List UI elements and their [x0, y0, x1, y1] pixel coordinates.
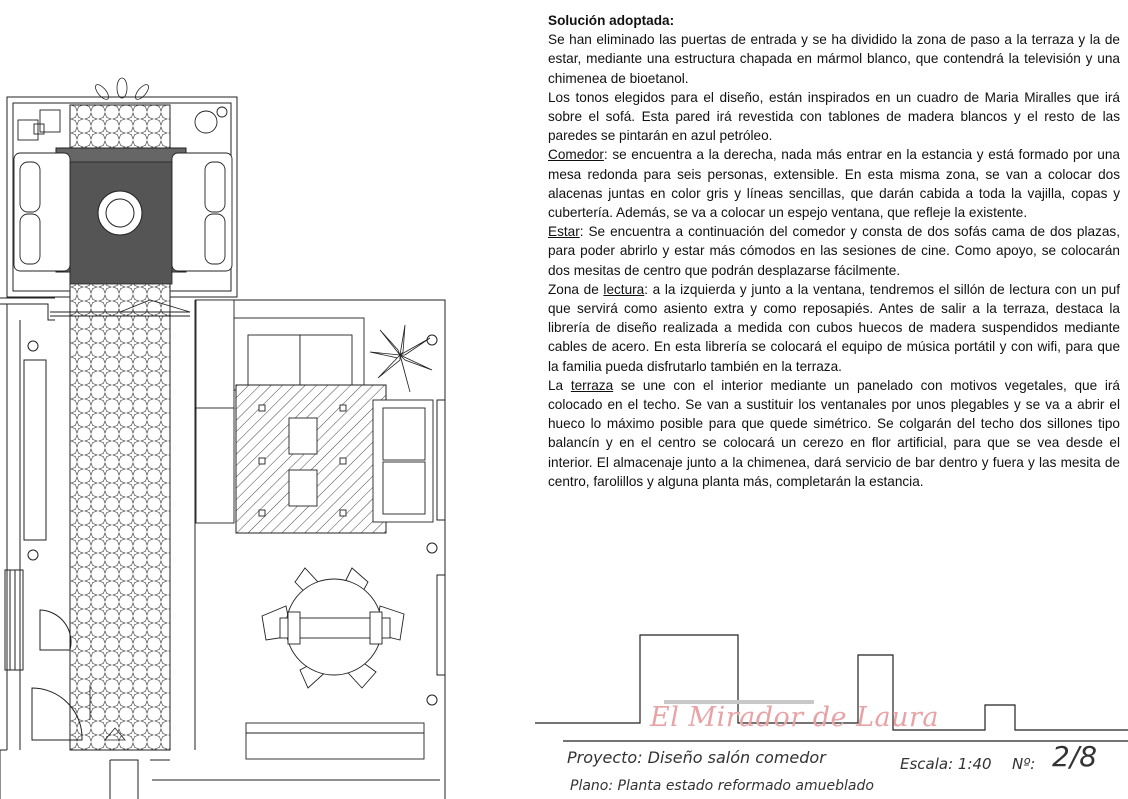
terrace-rug-with-table — [56, 148, 186, 284]
estar-text: : Se encuentra a continuación del comedor y consta de dos sofás cama de dos plazas, para poder abrirlo y estar más cómodos en las sesiones de cine. Como apoyo, se colocarán dos mesitas de centro que podrán desplazarse fácilmente. — [548, 224, 1120, 278]
paragraph-tones: Los tonos elegidos para el diseño, están inspirados en un cuadro de Maria Miralles que irá sobre el sofá. Esta pared irá revestida con tablones de madera blancos y el resto de las paredes se pintarán en azul petróleo. — [548, 89, 1120, 144]
estar-label: Estar — [548, 224, 580, 240]
terraza-text: se une con el interior mediante un panelado con motivos vegetales, que irá colocado en el techo. Se van a sustituir los ventanales por unos plegables y se va a abrir el hueco lo máximo posible para que quede simétrico. Se colgarán del techo dos sillones tipo balancín y en el centro se colocará un cerezo en flor artificial, para que se vea desde el interior. El almacenaje junto a la chimenea, dará servicio de bar dentro y fuera y las mesita de centro, farolillos y alguna planta más, completarán la estancia. — [548, 377, 1120, 489]
solution-heading: Solución adoptada: — [548, 13, 675, 28]
bookshelf — [234, 318, 364, 390]
cupboards — [246, 723, 424, 759]
living-hatched-rug — [236, 385, 386, 533]
dining-table-set — [262, 568, 404, 688]
brand-logo-text: El Mirador de Laura — [650, 702, 940, 733]
terraza-prefix: La — [548, 377, 571, 393]
sofa-bed — [373, 400, 433, 522]
paragraph-terraza — [548, 376, 1120, 491]
paragraph-comedor — [548, 145, 1120, 222]
palm-plant-icon — [370, 325, 432, 392]
description-text — [548, 11, 1120, 491]
tv-chimney-structure — [196, 300, 234, 523]
terrace-swing-chair-right — [172, 153, 232, 271]
paragraph-estar — [548, 222, 1120, 280]
lectura-label: lectura — [603, 281, 645, 297]
terraza-label: terraza — [570, 377, 614, 393]
lectura-prefix: Zona de — [548, 281, 604, 297]
plan-label: Plano: Planta estado reformado amueblado — [570, 778, 874, 794]
sheet-number: 2/8 — [1052, 740, 1098, 773]
scale-label: Escala: 1:40 — [900, 755, 992, 773]
paragraph-lectura — [548, 280, 1120, 376]
floor-plan-drawing — [0, 0, 540, 799]
project-label: Proyecto: Diseño salón comedor — [567, 748, 826, 767]
terrace-swing-chair-left — [14, 153, 70, 271]
number-label: Nº: — [1012, 755, 1036, 773]
comedor-text: : se encuentra a la derecha, nada más entrar en la estancia y está formado por una mesa redonda para seis personas, extensible. En esta misma zona, se van a colocar dos alacenas juntas en color gris y líneas sencillas, que darán cabida a toda la vajilla, copas y cubertería. Además, se va a colocar un espejo ventana, que refleje la existente. — [548, 147, 1120, 221]
paragraph-intro: Se han eliminado las puertas de entrada y se ha dividido la zona de paso a la terraza y la de estar, mediante una estructura chapada en mármol blanco, que contendrá la televisión y una chimenea de bioetanol. — [548, 32, 1120, 86]
lectura-text: : a la izquierda y junto a la ventana, tendremos el sillón de lectura con un puf que servirá como asiento extra y como reposapiés. Antes de salir a la terraza, destaca la librería de diseño realizada a medida con cubos huecos de madera suspendidos mediante cables de acero. En esta librería se colocará el equipo de música portátil y con wifi, para que la familia pueda disfrutarlo también en la terraza. — [548, 281, 1120, 374]
comedor-label: Comedor — [548, 147, 604, 163]
